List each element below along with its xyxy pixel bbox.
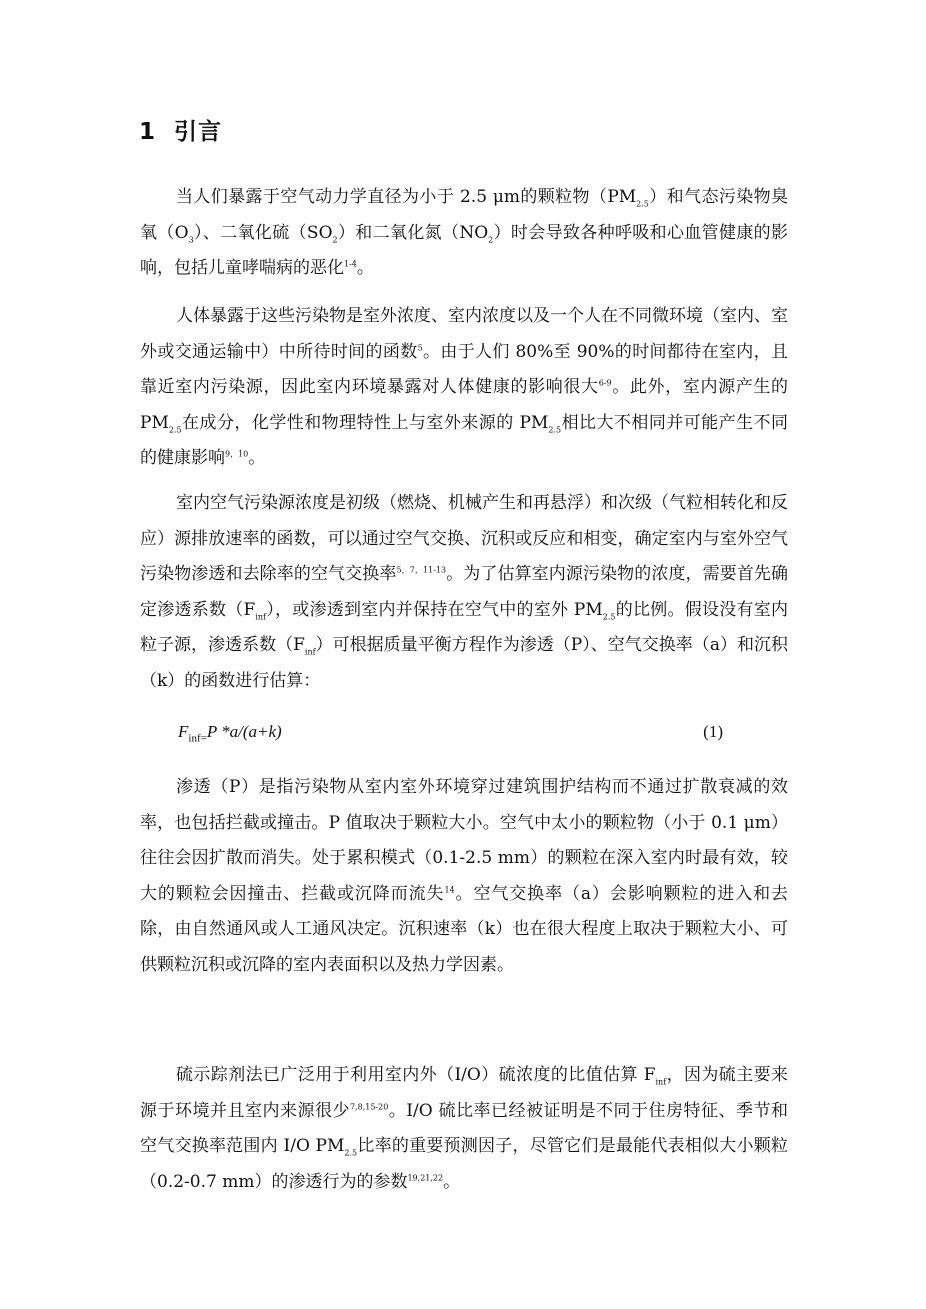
paragraph-text: 。由于人们 80%至 90%的时间都待在室内，且靠近室内污染源，因此室内环境暴露对人体健康的影响很大 [140,341,788,397]
paragraph-text: 。空气交换率（a）会影响颗粒的进入和去除，由自然通风或人工通风决定。沉积速率（k）也在很大程度上取决于颗粒大小、可供颗粒沉积或沉降的室内表面积以及热力学因素。 [140,883,789,975]
section-heading [139,113,222,146]
subscript: inf [255,611,266,621]
equation-lhs: F [178,722,189,741]
paragraph-text: ）和气态污染物臭氧（O [140,187,789,243]
subscript: 2.5 [344,1148,358,1158]
paragraph-text: ）时会导致各种呼吸和心血管健康的影响，包括儿童哮喘病的恶化 [140,222,789,278]
equation-number: (1) [703,722,723,741]
paragraph-text: 的比例。假设没有室内粒子源，渗透系数（F [140,599,789,655]
citation-superscript: 19,21,22 [407,1172,444,1182]
paragraph-text: 。此外，室内源产生的 PM [140,377,789,433]
paragraph-text: 。I/O 硫比率已经被证明是不同于住房特征、季节和空气交换率范围内 I/O PM [140,1100,788,1156]
paragraph-text: 比率的重要预测因子，尽管它们是最能代表相似大小颗粒（0.2-0.7 mm）的渗透行为的参数 [140,1136,788,1192]
section-title: 引言 [174,119,223,145]
paragraph-text: ）和二氧化氮（NO [337,222,489,243]
paragraph-text: 。 [443,1171,461,1192]
subscript: 2.5 [168,424,182,434]
equation-expression [178,722,282,745]
equation-lhs-subscript: inf= [188,732,207,745]
paragraph [140,299,788,477]
equation-1 [178,722,723,748]
subscript: inf [304,647,316,657]
citation-superscript: 9，10 [225,449,249,459]
citation-superscript: 14 [444,884,455,894]
subscript: 2.5 [636,199,649,209]
equation-rhs: P *a/(a+k) [206,722,282,741]
subscript: 3 [188,234,194,244]
citation-superscript: 7,8,15-20 [349,1101,389,1111]
paragraph [140,770,788,983]
subscript: inf [655,1077,667,1087]
paragraph-text: 。 [248,448,266,468]
citation-superscript: 1-4 [344,259,357,269]
paragraph-text: ）可根据质量平衡方程作为渗透（P）、空气交换率（a）和沉积（k）的函数进行估算： [140,635,788,691]
paragraph [140,486,788,699]
section-number: 1 [139,119,157,145]
citation-superscript: 5 [417,342,423,352]
paragraph-text: 当人们暴露于空气动力学直径为小于 2.5 μm的颗粒物（PM [176,187,637,207]
subscript: 2.5 [548,424,562,434]
citation-superscript: 6-9 [598,378,612,388]
paragraph-text: 在成分，化学性和物理特性上与室外来源的 PM [181,412,549,433]
paragraph-text: 人体暴露于这些污染物是室外浓度、室内浓度以及一个人在不同微环境（室内、室外或交通运输中）中所待时间的函数 [140,306,788,362]
subscript: 2.5 [602,611,616,621]
subscript: 2 [332,234,338,244]
paragraph-text: 室内空气污染源浓度是初级（燃烧、机械产生和再悬浮）和次级（气粒相转化和反应）源排放速率的函数，可以通过空气交换、沉积或反应和相变，确定室内与室外空气污染物渗透和去除率的空气交换率 [140,493,788,584]
paragraph-text: 相比大不相同并可能产生不同的健康影响 [140,412,789,468]
citation-superscript: 5，7，11-13 [396,565,447,575]
paragraph-text: ）、二氧化硫（SO [193,222,333,243]
subscript: 2 [488,234,494,244]
paragraph-text: 硫示踪剂法已广泛用于利用室内外（I/O）硫浓度的比值估算 F [176,1065,656,1085]
paragraph-text: ），或渗透到室内并保持在空气中的室外 PM [265,599,603,620]
paragraph-text: 渗透（P）是指污染物从室内室外环境穿过建筑围护结构而不通过扩散衰减的效率，也包括拦截或撞击。P 值取决于颗粒大小。空气中太小的颗粒物（小于 0.1 μm）往往会因扩散而消失。处于累积模式（0.1-2.5 mm）的颗粒在深入室内时最有效，较大的颗粒会因撞击、拦截或沉降而流失 [140,777,788,904]
paragraph-text: ，因为硫主要来源于环境并且室内来源很少 [140,1065,789,1121]
paragraph-text: 。为了估算室内源污染物的浓度，需要首先确定渗透系数（F [140,564,789,620]
paragraph [140,1058,788,1200]
paragraph [140,180,788,287]
paragraph-text: 。 [356,258,374,278]
